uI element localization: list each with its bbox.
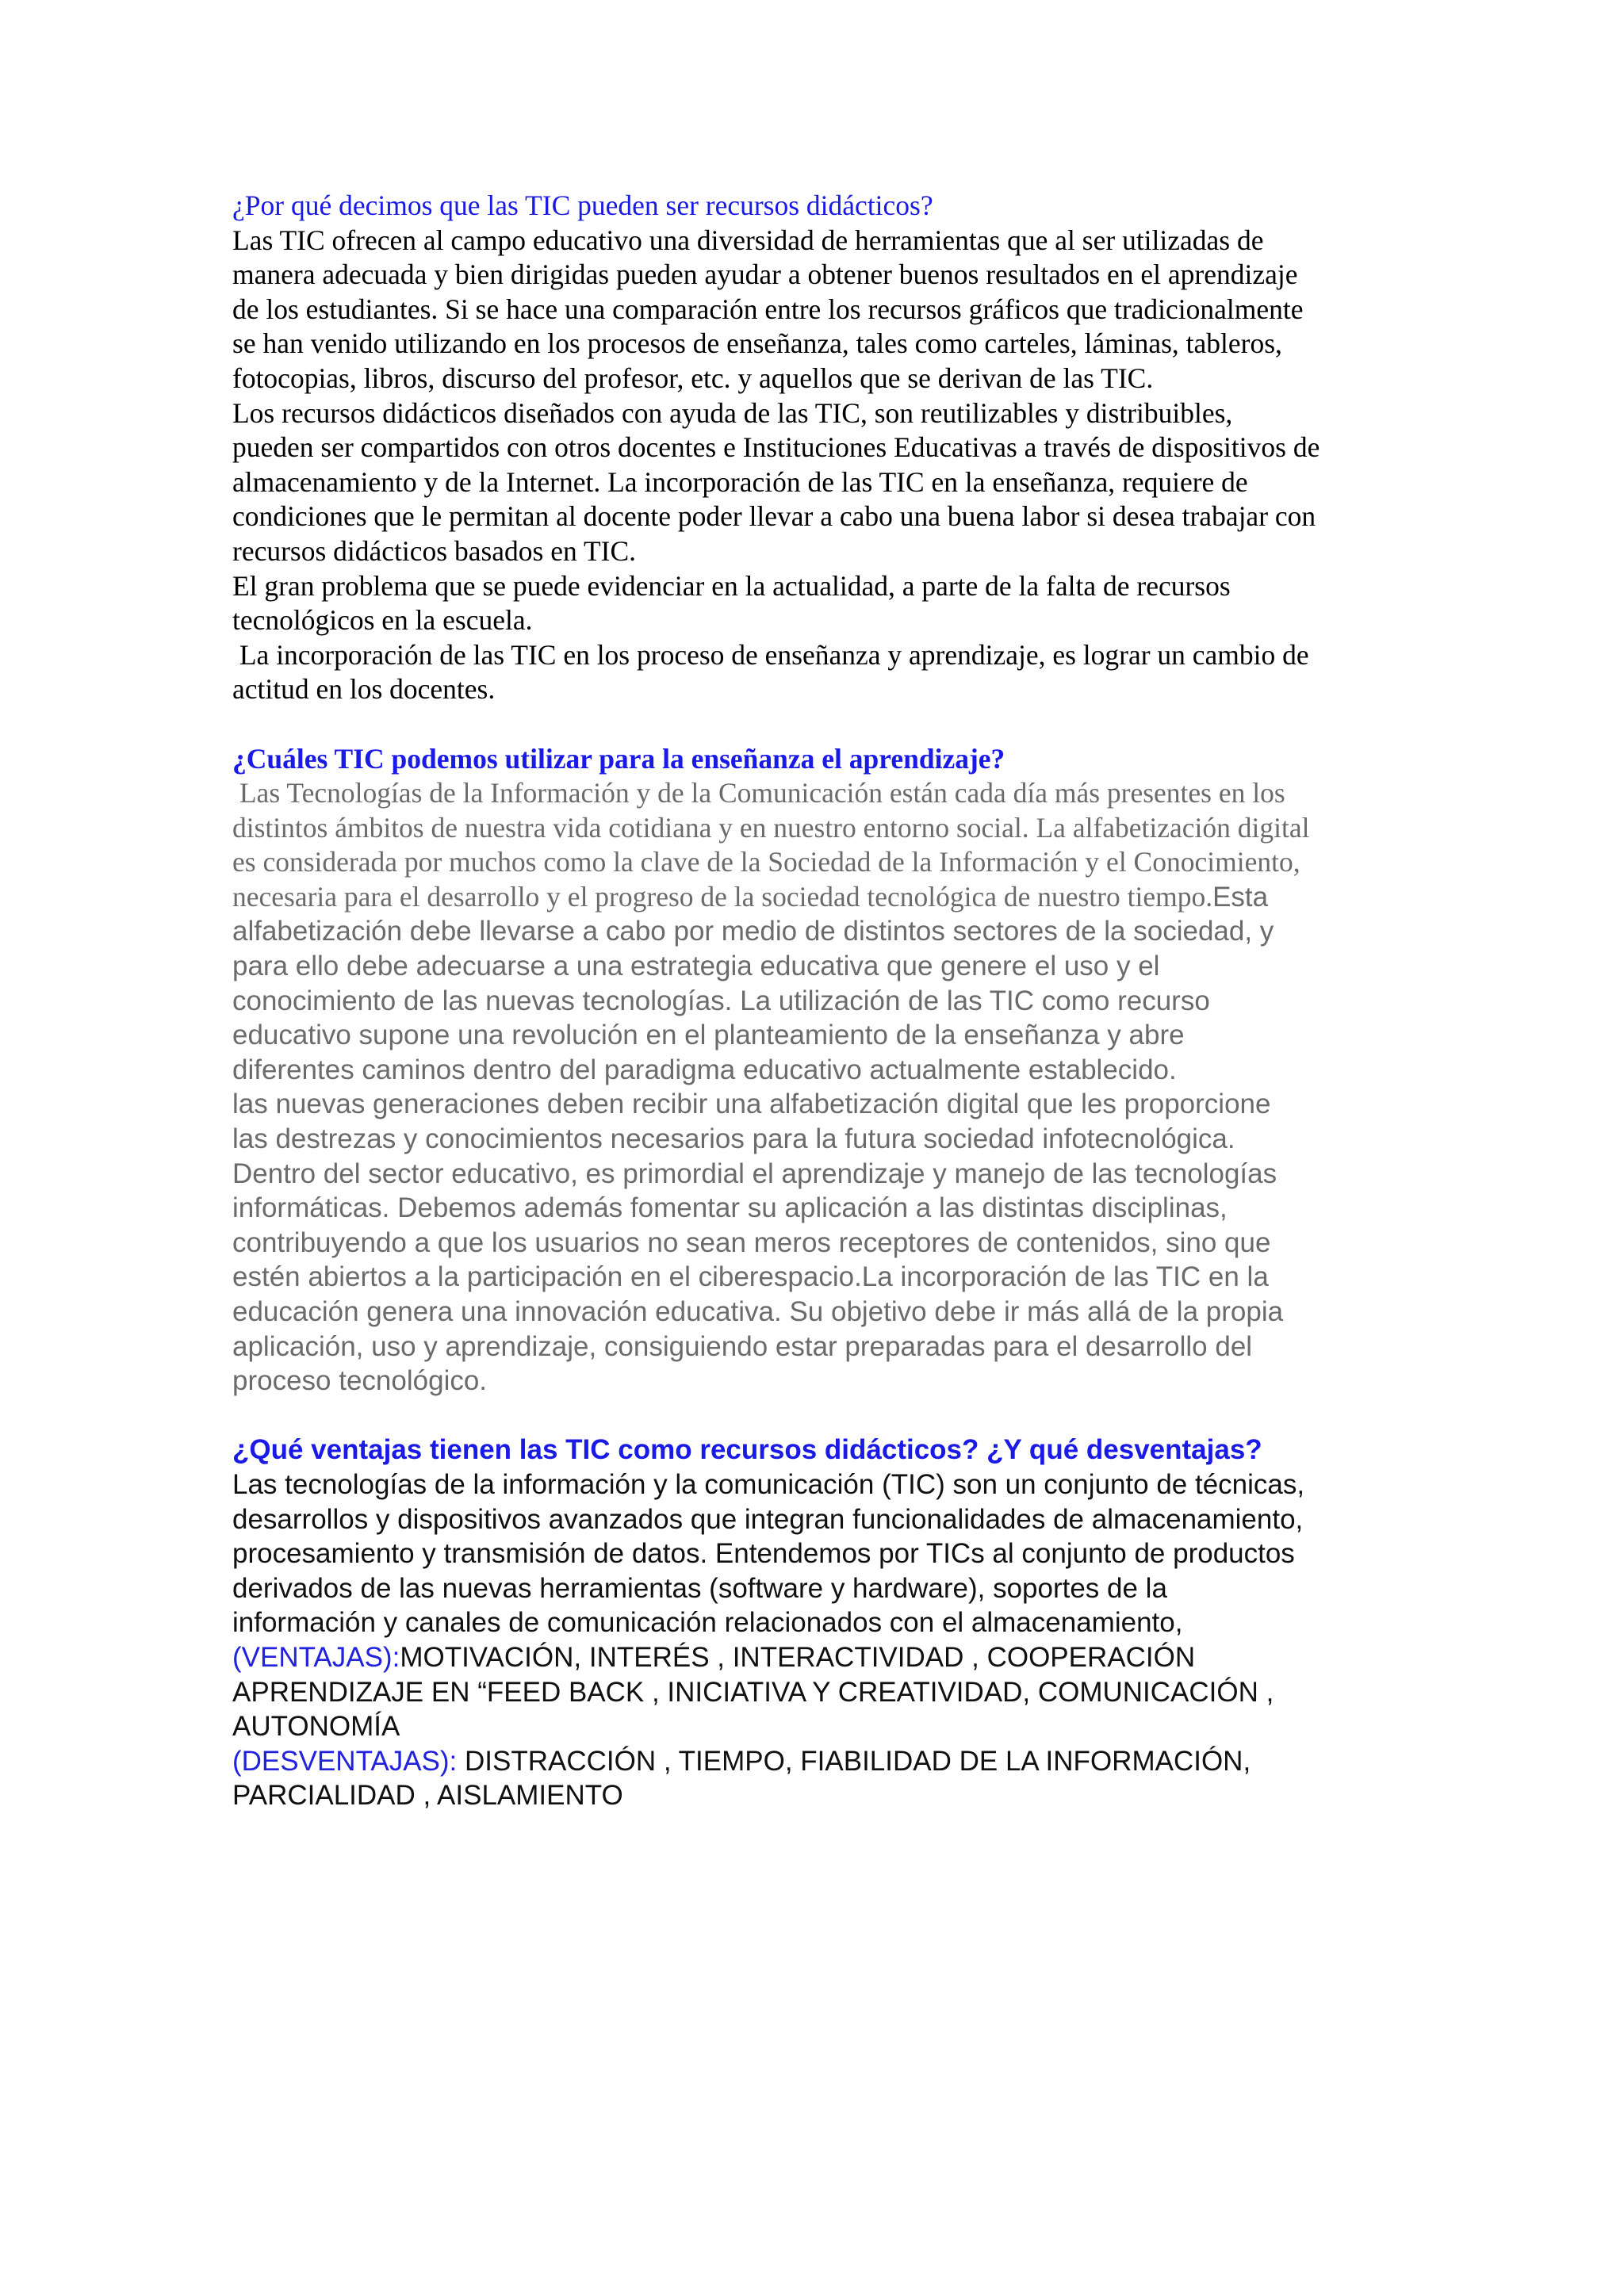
section2-line: educación genera una innovación educativa. Su objetivo debe ir más allá de la propia bbox=[232, 1296, 1284, 1327]
section3-line: desarrollos y dispositivos avanzados que integran funcionalidades de almacenamiento, bbox=[232, 1503, 1304, 1535]
section1-line: recursos didácticos basados en TIC. bbox=[232, 534, 637, 567]
section2-line: proceso tecnológico. bbox=[232, 1365, 488, 1397]
section2-line: educativo supone una revolución en el planteamiento de la enseñanza y abre bbox=[232, 1020, 1185, 1051]
section1-line: Los recursos didácticos diseñados con ayuda de las TIC, son reutilizables y distribuibles, bbox=[232, 396, 1233, 429]
section2-line: informáticas. Debemos además fomentar su aplicación a las distintas disciplinas, bbox=[232, 1192, 1228, 1224]
section2-title: ¿Cuáles TIC podemos utilizar para la enseñanza el aprendizaje? bbox=[232, 742, 1005, 775]
desventajas-line: PARCIALIDAD , AISLAMIENTO bbox=[232, 1780, 623, 1812]
section2-line: las nuevas generaciones deben recibir una alfabetización digital que les proporcione bbox=[232, 1089, 1271, 1120]
desventajas-label: (DESVENTAJAS): bbox=[232, 1745, 458, 1777]
section1-line: El gran problema que se puede evidenciar en la actualidad, a parte de la falta de recursos bbox=[232, 569, 1231, 602]
section1-line: manera adecuada y bien dirigidas pueden ayudar a obtener buenos resultados en el aprendizaje bbox=[232, 258, 1298, 291]
section2-line: contribuyendo a que los usuarios no sean meros receptores de contenidos, sino que bbox=[232, 1226, 1271, 1258]
section3-title: ¿Qué ventajas tienen las TIC como recursos didácticos? ¿Y qué desventajas? bbox=[232, 1434, 1262, 1466]
section-cuales-tic bbox=[232, 742, 1406, 1399]
desventajas-line bbox=[232, 1744, 1406, 1779]
ventajas-line: AUTONOMÍA bbox=[232, 1711, 400, 1743]
section2-line: aplicación, uso y aprendizaje, consiguiendo estar preparadas para el desarrollo del bbox=[232, 1330, 1253, 1362]
ventajas-line bbox=[232, 1640, 1406, 1675]
section2-line: para ello debe adecuarse a una estrategia educativa que genere el uso y el bbox=[232, 951, 1160, 982]
section1-line: actitud en los docentes. bbox=[232, 673, 496, 706]
paragraph-gap bbox=[232, 1399, 1406, 1433]
section3-line: información y canales de comunicación relacionados con el almacenamiento, bbox=[232, 1607, 1183, 1639]
section1-line: Las TIC ofrecen al campo educativo una diversidad de herramientas que al ser utilizadas de bbox=[232, 224, 1264, 256]
ventajas-label: (VENTAJAS): bbox=[232, 1641, 400, 1673]
document-page bbox=[232, 189, 1406, 1813]
paragraph-gap bbox=[232, 707, 1406, 742]
section2-line: diferentes caminos dentro del paradigma educativo actualmente establecido. bbox=[232, 1054, 1177, 1085]
section2-line: distintos ámbitos de nuestra vida cotidiana y en nuestro entorno social. La alfabetización digital bbox=[232, 811, 1310, 844]
section1-line: La incorporación de las TIC en los proceso de enseñanza y aprendizaje, es lograr un cambio de bbox=[232, 638, 1309, 671]
section1-line: almacenamiento y de la Internet. La incorporación de las TIC en la enseñanza, requiere de bbox=[232, 465, 1248, 498]
section2-line: Dentro del sector educativo, es primordial el aprendizaje y manejo de las tecnologías bbox=[232, 1158, 1277, 1189]
desventajas-text: DISTRACCIÓN , TIEMPO, FIABILIDAD DE LA INFORMACIÓN, bbox=[457, 1745, 1251, 1777]
section1-line: fotocopias, libros, discurso del profesor, etc. y aquellos que se derivan de las TIC. bbox=[232, 362, 1154, 394]
section1-line: se han venido utilizando en los procesos de enseñanza, tales como carteles, láminas, tableros, bbox=[232, 327, 1282, 360]
section2-line: estén abiertos a la participación en el ciberespacio.La incorporación de las TIC en la bbox=[232, 1261, 1269, 1293]
section1-line: tecnológicos en la escuela. bbox=[232, 604, 533, 637]
section2-line: conocimiento de las nuevas tecnologías. La utilización de las TIC como recurso bbox=[232, 985, 1210, 1016]
section3-line: derivados de las nuevas herramientas (software y hardware), soportes de la bbox=[232, 1572, 1167, 1604]
ventajas-line: APRENDIZAJE EN “FEED BACK , INICIATIVA Y CREATIVIDAD, COMUNICACIÓN , bbox=[232, 1676, 1274, 1708]
section1-line: pueden ser compartidos con otros docentes e Instituciones Educativas a través de dispositivos de bbox=[232, 431, 1320, 464]
section3-line: procesamiento y transmisión de datos. Entendemos por TICs al conjunto de productos bbox=[232, 1538, 1295, 1570]
section-ventajas-desventajas bbox=[232, 1433, 1406, 1813]
section1-line: de los estudiantes. Si se hace una comparación entre los recursos gráficos que tradicionalmente bbox=[232, 293, 1304, 325]
section2-mixed-line bbox=[232, 880, 1406, 915]
ventajas-text: MOTIVACIÓN, INTERÉS , INTERACTIVIDAD , COOPERACIÓN bbox=[400, 1641, 1196, 1673]
section-recursos-didacticos bbox=[232, 189, 1406, 707]
section2-line: Las Tecnologías de la Información y de la Comunicación están cada día más presentes en los bbox=[232, 777, 1285, 809]
section1-title: ¿Por qué decimos que las TIC pueden ser recursos didácticos? bbox=[232, 189, 933, 221]
section2-line: es considerada por muchos como la clave de la Sociedad de la Información y el Conocimiento, bbox=[232, 846, 1300, 878]
section2-line: las destrezas y conocimientos necesarios para la futura sociedad infotecnológica. bbox=[232, 1123, 1235, 1155]
section1-line: condiciones que le permitan al docente poder llevar a cabo una buena labor si desea trabajar con bbox=[232, 500, 1316, 533]
section2-line: alfabetización debe llevarse a cabo por medio de distintos sectores de la sociedad, y bbox=[232, 916, 1274, 947]
section2-mixed-sans: Esta bbox=[1212, 881, 1269, 913]
section3-line: Las tecnologías de la información y la comunicación (TIC) son un conjunto de técnicas, bbox=[232, 1468, 1305, 1500]
section2-mixed-serif: necesaria para el desarrollo y el progreso de la sociedad tecnológica de nuestro tiempo. bbox=[232, 880, 1213, 913]
